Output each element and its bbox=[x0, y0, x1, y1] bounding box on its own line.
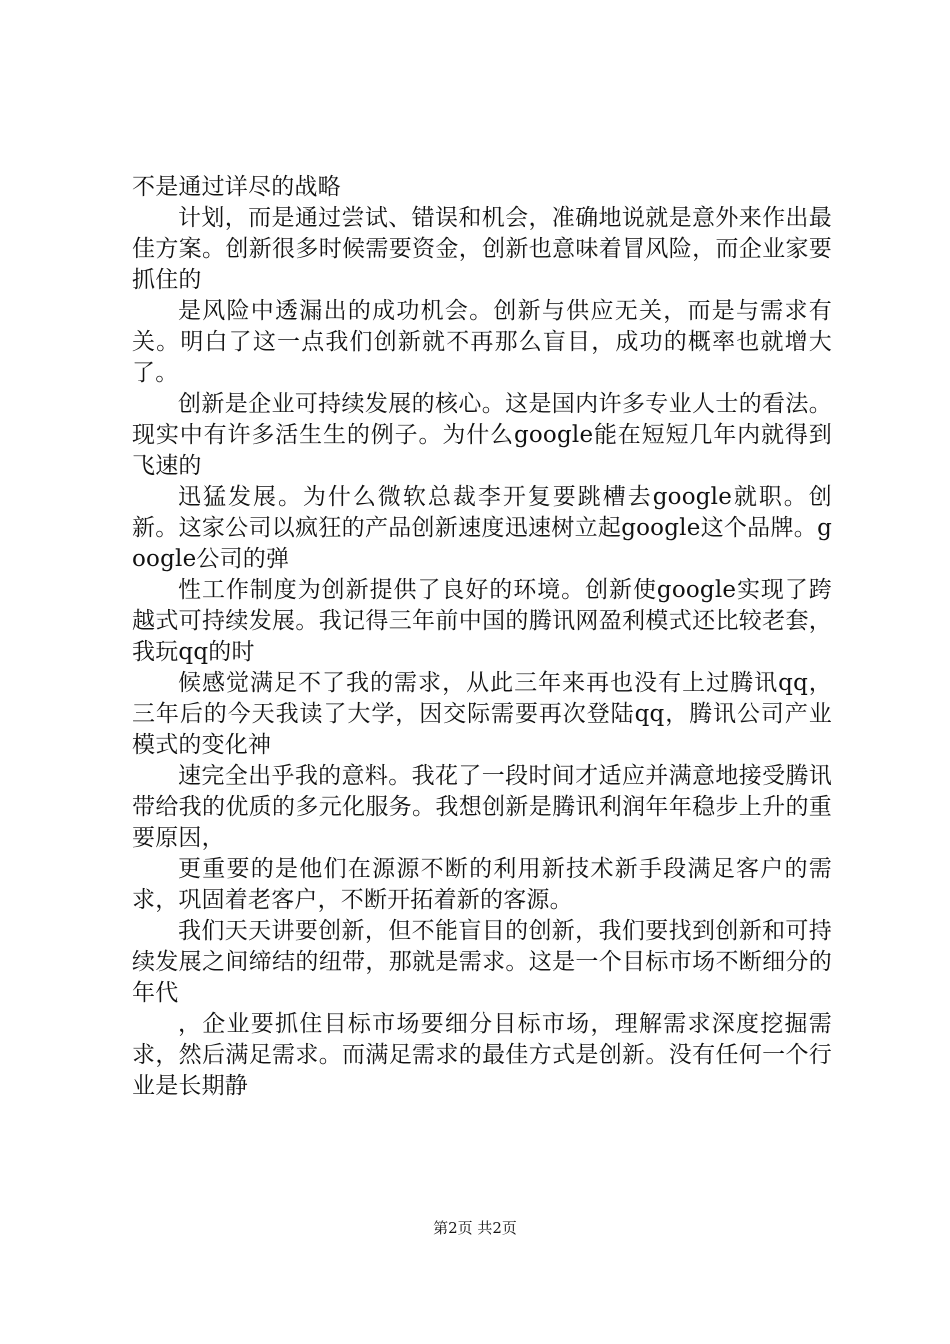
paragraph: 创新是企业可持续发展的核心。这是国内许多专业人士的看法。现实中有许多活生生的例子。为什么google能在短短几年内就得到飞速的 bbox=[132, 391, 832, 479]
paragraph: 是风险中透漏出的成功机会。创新与供应无关，而是与需求有关。明白了这一点我们创新就不再那么盲目，成功的概率也就增大了。 bbox=[132, 298, 832, 386]
paragraph: 候感觉满足不了我的需求，从此三年来再也没有上过腾讯qq，三年后的今天我读了大学，因交际需要再次登陆qq，腾讯公司产业模式的变化神 bbox=[132, 670, 832, 758]
paragraph: ，企业要抓住目标市场要细分目标市场，理解需求深度挖掘需求，然后满足需求。而满足需求的最佳方式是创新。没有任何一个行业是长期静 bbox=[132, 1011, 832, 1099]
paragraph: 性工作制度为创新提供了良好的环境。创新使google实现了跨越式可持续发展。我记得三年前中国的腾讯网盈利模式还比较老套，我玩qq的时 bbox=[132, 577, 832, 665]
paragraph: 不是通过详尽的战略 bbox=[132, 174, 341, 200]
paragraph: 迅猛发展。为什么微软总裁李开复要跳槽去google就职。创新。这家公司以疯狂的产品创新速度迅速树立起google这个品牌。google公司的弹 bbox=[132, 484, 832, 572]
page-footer bbox=[0, 1218, 950, 1238]
page-number: 第2页 共2页 bbox=[433, 1219, 517, 1237]
paragraph: 速完全出乎我的意料。我花了一段时间才适应并满意地接受腾讯带给我的优质的多元化服务。我想创新是腾讯利润年年稳步上升的重要原因， bbox=[132, 763, 832, 851]
paragraph: 计划，而是通过尝试、错误和机会，准确地说就是意外来作出最佳方案。创新很多时候需要资金，创新也意味着冒风险，而企业家要抓住的 bbox=[132, 205, 832, 293]
paragraph: 我们天天讲要创新，但不能盲目的创新，我们要找到创新和可持续发展之间缔结的纽带，那就是需求。这是一个目标市场不断细分的年代 bbox=[132, 918, 832, 1006]
document-body bbox=[132, 172, 832, 1102]
paragraph: 更重要的是他们在源源不断的利用新技术新手段满足客户的需求，巩固着老客户，不断开拓着新的客源。 bbox=[132, 856, 832, 913]
